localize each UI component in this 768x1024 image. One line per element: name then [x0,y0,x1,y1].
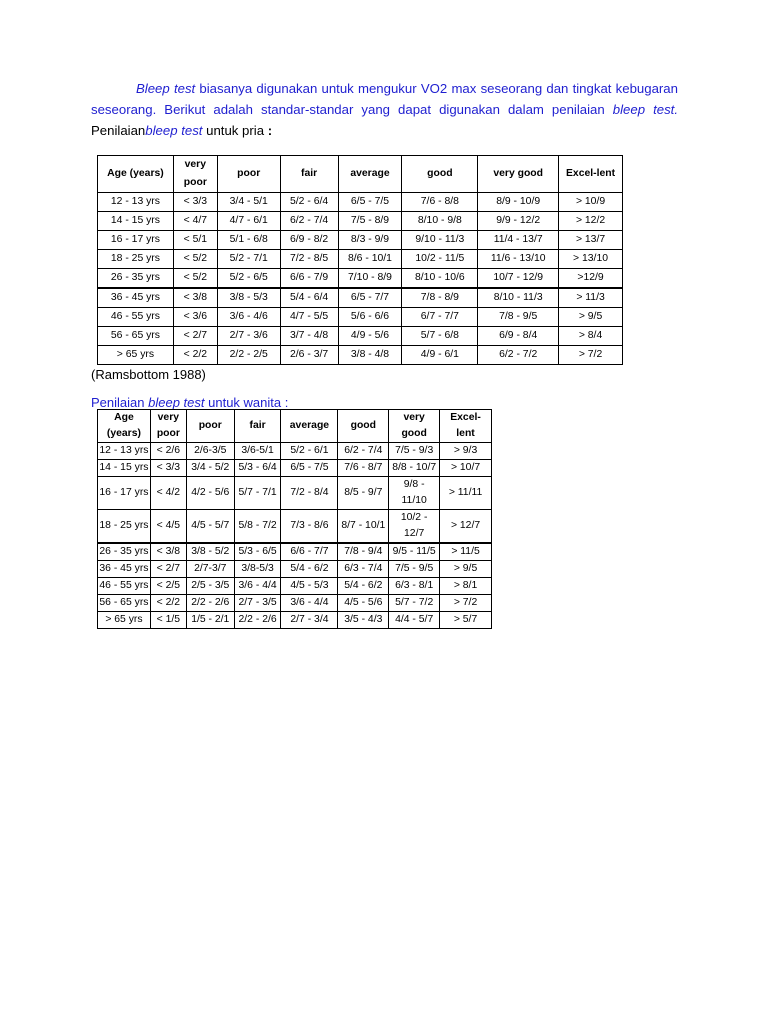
score-cell: < 2/7 [173,327,217,346]
score-cell: 2/2 - 2/6 [186,595,234,612]
score-cell: 8/5 - 9/7 [338,477,389,510]
score-cell: 5/4 - 6/4 [280,288,338,308]
age-group-cell: 46 - 55 yrs [98,308,174,327]
column-header: very poor [150,410,186,443]
score-cell: 2/2 - 2/6 [234,612,281,629]
score-cell: 3/4 - 5/2 [186,460,234,477]
column-header: Excel-lent [440,410,492,443]
score-cell: > 11/5 [440,543,492,561]
table-row [98,212,623,231]
score-cell: 6/2 - 7/2 [478,346,559,365]
score-cell: < 2/6 [150,443,186,460]
score-cell: 4/2 - 5/6 [186,477,234,510]
score-cell: < 1/5 [150,612,186,629]
table-row [98,327,623,346]
column-header: poor [186,410,234,443]
intro-text: biasanya digunakan untuk mengukur VO2 max seseorang dan tingkat kebugaran seseorang. Berikut adalah standar-standar yang dapat digunakan dalam penilaian [91,81,678,117]
table-row [98,460,492,477]
score-cell: 5/8 - 7/2 [234,510,281,544]
score-cell: 3/8 - 4/8 [338,346,402,365]
score-cell: 10/2 - 12/7 [389,510,440,544]
score-cell: 2/6-3/5 [186,443,234,460]
score-cell: > 10/9 [559,193,623,212]
score-cell: > 12/2 [559,212,623,231]
column-header: Age (years) [98,156,174,193]
table-row [98,443,492,460]
score-cell: 3/5 - 4/3 [338,612,389,629]
score-cell: 7/5 - 9/3 [389,443,440,460]
score-cell: 2/7-3/7 [186,561,234,578]
score-cell: 9/5 - 11/5 [389,543,440,561]
table-row [98,231,623,250]
score-cell: < 3/3 [173,193,217,212]
score-cell: 2/6 - 3/7 [280,346,338,365]
score-cell: 5/1 - 6/8 [217,231,280,250]
women-heading [91,395,288,410]
column-header: average [338,156,402,193]
score-cell: 7/8 - 8/9 [402,288,478,308]
table-row [98,477,492,510]
score-cell: < 3/8 [150,543,186,561]
age-group-cell: 14 - 15 yrs [98,460,151,477]
score-cell: < 2/7 [150,561,186,578]
table-row [98,193,623,212]
score-cell: 10/7 - 12/9 [478,269,559,289]
score-cell: 1/5 - 2/1 [186,612,234,629]
score-cell: > 9/5 [440,561,492,578]
men-norms-table [97,155,623,365]
score-cell: 6/3 - 7/4 [338,561,389,578]
bleep-test-term: Bleep test [136,81,196,96]
score-cell: 5/2 - 6/4 [280,193,338,212]
column-header: average [281,410,338,443]
score-cell: 11/6 - 13/10 [478,250,559,269]
score-cell: < 4/2 [150,477,186,510]
score-cell: 4/7 - 5/5 [280,308,338,327]
column-header: very good [389,410,440,443]
score-cell: 5/7 - 7/2 [389,595,440,612]
score-cell: 7/2 - 8/4 [281,477,338,510]
bleep-test-term: bleep test [148,395,205,410]
table-row [98,612,492,629]
score-cell: 2/7 - 3/6 [217,327,280,346]
table-header-row [98,156,623,193]
column-header: Age (years) [98,410,151,443]
score-cell: 3/8 - 5/2 [186,543,234,561]
column-header: fair [234,410,281,443]
column-header: very good [478,156,559,193]
score-cell: 8/3 - 9/9 [338,231,402,250]
score-cell: < 3/3 [150,460,186,477]
score-cell: 8/9 - 10/9 [478,193,559,212]
score-cell: > 13/7 [559,231,623,250]
source-citation: (Ramsbottom 1988) [91,367,206,382]
score-cell: 3/6 - 4/4 [234,578,281,595]
table-row [98,346,623,365]
score-cell: < 4/5 [150,510,186,544]
score-cell: 5/3 - 6/5 [234,543,281,561]
table-header-row [98,410,492,443]
score-cell: 6/7 - 7/7 [402,308,478,327]
score-cell: > 7/2 [559,346,623,365]
score-cell: > 11/3 [559,288,623,308]
score-cell: 4/5 - 5/3 [281,578,338,595]
score-cell: > 9/5 [559,308,623,327]
age-group-cell: 16 - 17 yrs [98,477,151,510]
age-group-cell: 26 - 35 yrs [98,269,174,289]
table-row [98,543,492,561]
score-cell: < 5/2 [173,250,217,269]
score-cell: 7/3 - 8/6 [281,510,338,544]
score-cell: > 10/7 [440,460,492,477]
score-cell: < 2/2 [173,346,217,365]
score-cell: 4/7 - 6/1 [217,212,280,231]
women-heading-untuk-wanita: untuk wanita : [208,395,289,410]
score-cell: 7/6 - 8/8 [402,193,478,212]
women-norms-table [97,409,492,629]
score-cell: 4/9 - 5/6 [338,327,402,346]
score-cell: 4/5 - 5/7 [186,510,234,544]
score-cell: 6/2 - 7/4 [280,212,338,231]
column-header: fair [280,156,338,193]
score-cell: < 3/6 [173,308,217,327]
score-cell: > 8/4 [559,327,623,346]
score-cell: 7/10 - 8/9 [338,269,402,289]
score-cell: 11/4 - 13/7 [478,231,559,250]
score-cell: 5/7 - 6/8 [402,327,478,346]
column-header: very poor [173,156,217,193]
score-cell: 3/8 - 5/3 [217,288,280,308]
intro-penilaian: Penilaian [91,123,146,138]
score-cell: > 11/11 [440,477,492,510]
age-group-cell: 18 - 25 yrs [98,250,174,269]
score-cell: 9/10 - 11/3 [402,231,478,250]
score-cell: 8/7 - 10/1 [338,510,389,544]
bleep-test-term: bleep test [145,123,203,138]
age-group-cell: 26 - 35 yrs [98,543,151,561]
score-cell: 8/6 - 10/1 [338,250,402,269]
column-header: poor [217,156,280,193]
score-cell: 3/6 - 4/6 [217,308,280,327]
score-cell: 5/4 - 6/2 [281,561,338,578]
score-cell: 3/6-5/1 [234,443,281,460]
age-group-cell: 56 - 65 yrs [98,327,174,346]
score-cell: > 8/1 [440,578,492,595]
score-cell: < 2/2 [150,595,186,612]
score-cell: 8/8 - 10/7 [389,460,440,477]
score-cell: 9/9 - 12/2 [478,212,559,231]
table-row [98,595,492,612]
age-group-cell: 36 - 45 yrs [98,288,174,308]
table-row [98,308,623,327]
score-cell: 5/2 - 7/1 [217,250,280,269]
score-cell: 3/4 - 5/1 [217,193,280,212]
score-cell: 10/2 - 11/5 [402,250,478,269]
column-header: Excel-lent [559,156,623,193]
score-cell: < 2/5 [150,578,186,595]
intro-paragraph [91,78,678,141]
age-group-cell: 16 - 17 yrs [98,231,174,250]
score-cell: > 7/2 [440,595,492,612]
score-cell: 6/9 - 8/4 [478,327,559,346]
score-cell: 7/2 - 8/5 [280,250,338,269]
score-cell: 8/10 - 9/8 [402,212,478,231]
age-group-cell: 12 - 13 yrs [98,193,174,212]
score-cell: > 13/10 [559,250,623,269]
score-cell: 9/8 - 11/10 [389,477,440,510]
score-cell: 7/6 - 8/7 [338,460,389,477]
age-group-cell: > 65 yrs [98,346,174,365]
score-cell: < 3/8 [173,288,217,308]
score-cell: 4/9 - 6/1 [402,346,478,365]
score-cell: < 5/1 [173,231,217,250]
score-cell: 7/5 - 9/5 [389,561,440,578]
score-cell: 2/2 - 2/5 [217,346,280,365]
age-group-cell: 46 - 55 yrs [98,578,151,595]
table-row [98,561,492,578]
score-cell: < 5/2 [173,269,217,289]
score-cell: 3/7 - 4/8 [280,327,338,346]
score-cell: 6/6 - 7/9 [280,269,338,289]
score-cell: 5/2 - 6/1 [281,443,338,460]
table-row [98,510,492,544]
score-cell: 6/3 - 8/1 [389,578,440,595]
table-row [98,288,623,308]
score-cell: 2/7 - 3/5 [234,595,281,612]
score-cell: 6/5 - 7/5 [281,460,338,477]
bleep-test-term: bleep test. [612,102,678,117]
score-cell: 7/8 - 9/4 [338,543,389,561]
score-cell: 5/2 - 6/5 [217,269,280,289]
score-cell: 4/4 - 5/7 [389,612,440,629]
column-header: good [402,156,478,193]
score-cell: 2/5 - 3/5 [186,578,234,595]
table-row [98,578,492,595]
score-cell: 3/8-5/3 [234,561,281,578]
score-cell: > 9/3 [440,443,492,460]
score-cell: > 5/7 [440,612,492,629]
score-cell: 6/5 - 7/5 [338,193,402,212]
age-group-cell: 56 - 65 yrs [98,595,151,612]
score-cell: 5/7 - 7/1 [234,477,281,510]
women-heading-penilaian: Penilaian [91,395,145,410]
age-group-cell: > 65 yrs [98,612,151,629]
score-cell: 7/8 - 9/5 [478,308,559,327]
column-header: good [338,410,389,443]
table-row [98,250,623,269]
score-cell: 8/10 - 11/3 [478,288,559,308]
age-group-cell: 14 - 15 yrs [98,212,174,231]
age-group-cell: 12 - 13 yrs [98,443,151,460]
score-cell: 8/10 - 10/6 [402,269,478,289]
score-cell: 5/4 - 6/2 [338,578,389,595]
score-cell: 5/6 - 6/6 [338,308,402,327]
score-cell: 5/3 - 6/4 [234,460,281,477]
table-row [98,269,623,289]
score-cell: > 12/7 [440,510,492,544]
score-cell: 6/2 - 7/4 [338,443,389,460]
score-cell: < 4/7 [173,212,217,231]
score-cell: 6/5 - 7/7 [338,288,402,308]
score-cell: >12/9 [559,269,623,289]
score-cell: 4/5 - 5/6 [338,595,389,612]
score-cell: 7/5 - 8/9 [338,212,402,231]
intro-untuk-pria: untuk pria [206,123,265,138]
score-cell: 3/6 - 4/4 [281,595,338,612]
score-cell: 6/6 - 7/7 [281,543,338,561]
score-cell: 6/9 - 8/2 [280,231,338,250]
age-group-cell: 36 - 45 yrs [98,561,151,578]
age-group-cell: 18 - 25 yrs [98,510,151,544]
score-cell: 2/7 - 3/4 [281,612,338,629]
intro-colon: : [267,123,273,138]
